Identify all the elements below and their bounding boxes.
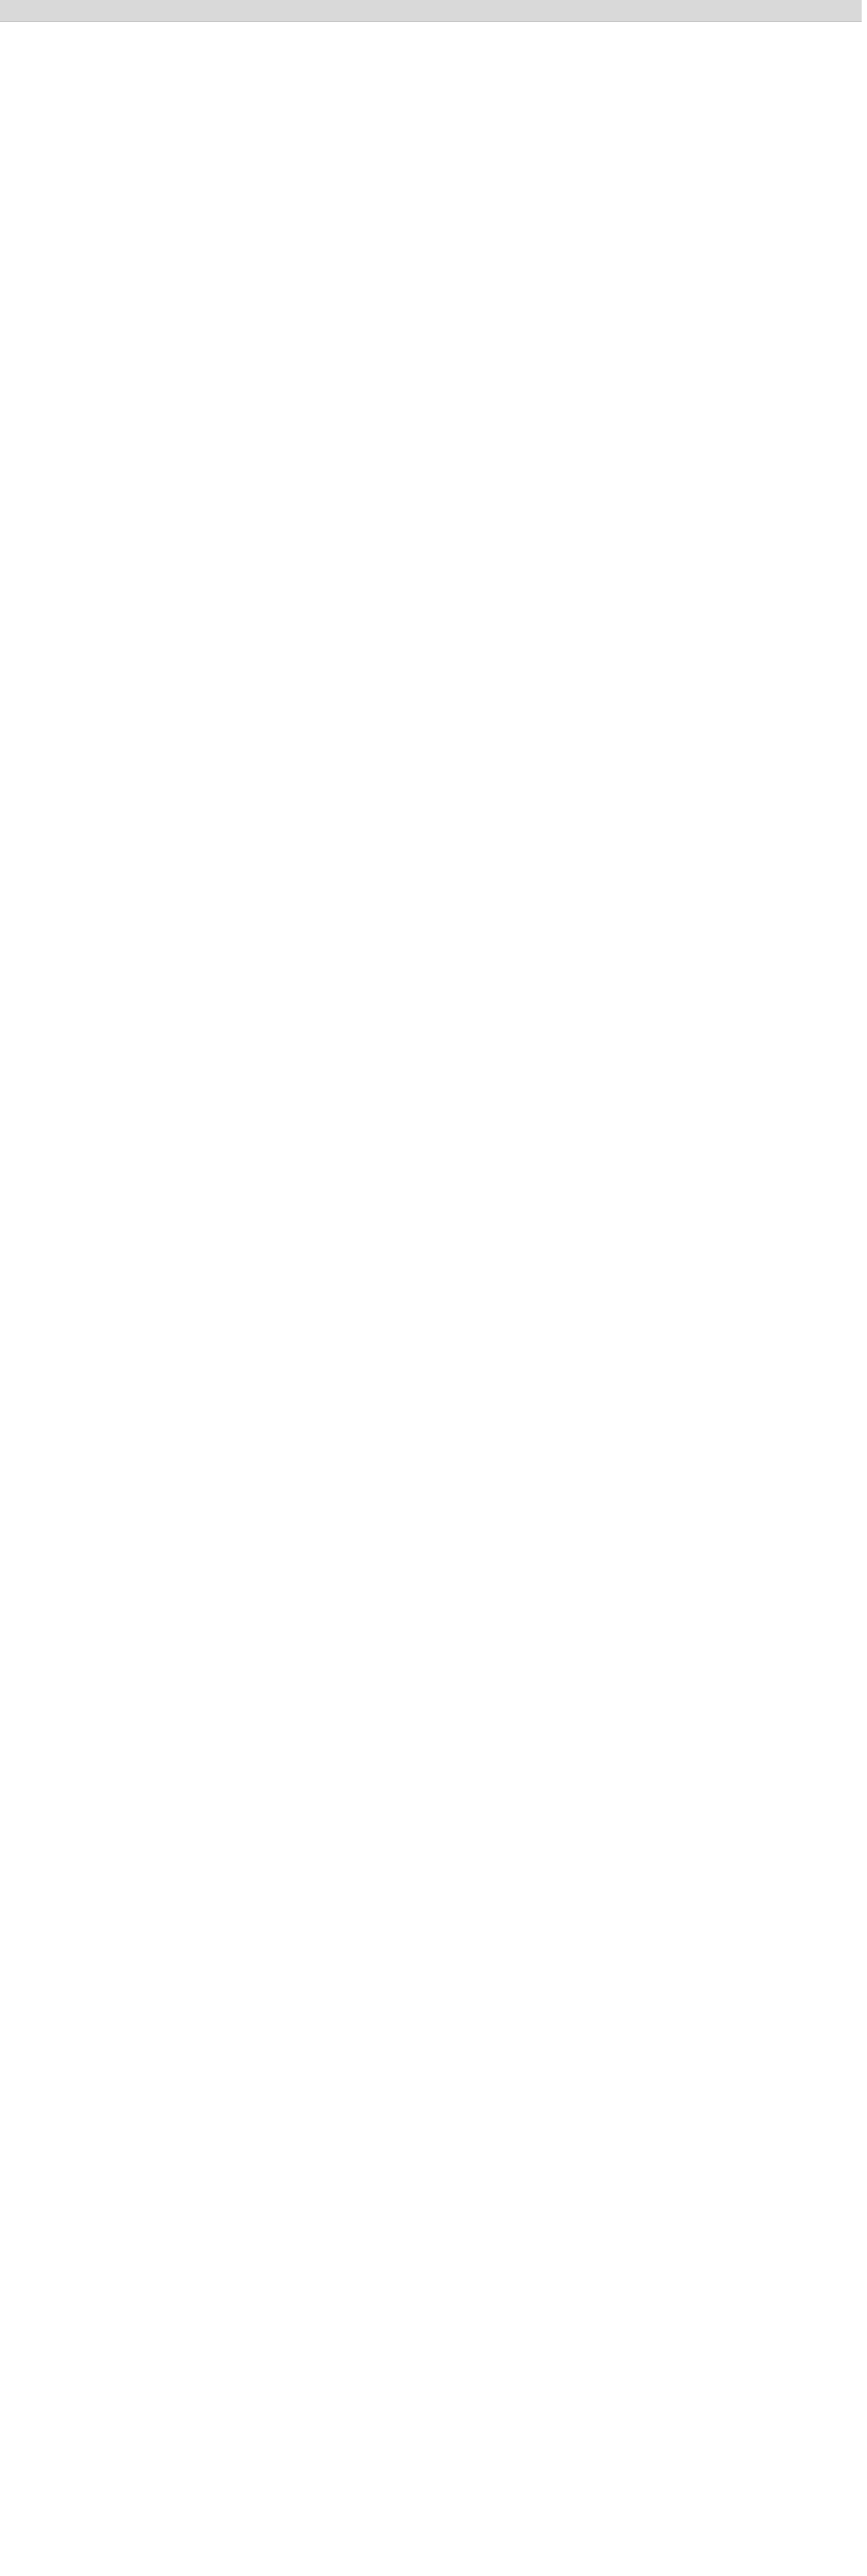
col-header-start	[286, 0, 344, 22]
header-row	[0, 0, 862, 22]
col-header-q-value	[786, 0, 862, 22]
col-header-id	[0, 0, 80, 22]
col-header-name	[80, 0, 206, 22]
col-header-go	[445, 0, 692, 22]
col-header-end	[344, 0, 401, 22]
col-header-strand	[401, 0, 445, 22]
col-header-fold-change	[692, 0, 786, 22]
col-header-chromosome	[206, 0, 286, 22]
gene-expression-table	[0, 0, 862, 22]
